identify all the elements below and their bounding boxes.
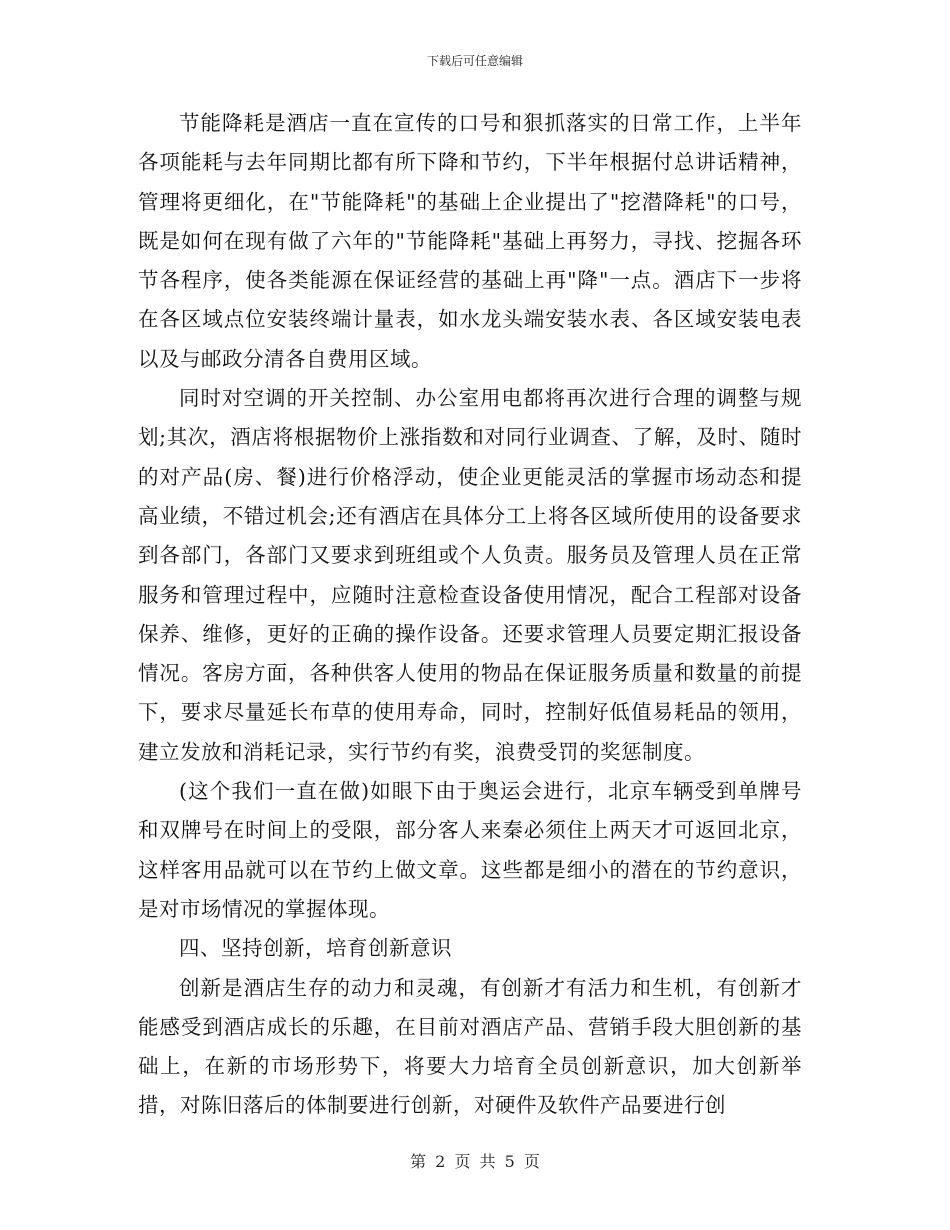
paragraph-innovation: 创新是酒店生存的动力和灵魂，有创新才有活力和生机，有创新才能感受到酒店成长的乐趣，在目前对酒店产品、营销手段大胆创新的基础上，在新的市场形势下，将要大力培育全员创新意识，加大创新举措，对陈旧落后的体制要进行创新，对硬件及软件产品要进行创 [138,975,802,1118]
paragraph-equipment-management: 同时对空调的开关控制、办公室用电都将再次进行合理的调整与规划;其次，酒店将根据物价上涨指数和对同行业调查、了解，及时、随时的对产品(房、餐)进行价格浮动，使企业更能灵活的掌握市场动态和提高业绩，不错过机会;还有酒店在具体分工上将各区域所使用的设备要求到各部门，各部门又要求到班组或个人负责。服务员及管理人员在正常服务和管理过程中，应随时注意检查设备使用情况，配合工程部对设备保养、维修，更好的正确的操作设备。还要求管理人员要定期汇报设备情况。客房方面，各种供客人使用的物品在保证服务质量和数量的前提下，要求尽量延长布草的使用寿命，同时，控制好低值易耗品的领用，建立发放和消耗记录，实行节约有奖，浪费受罚的奖惩制度。 [138,386,802,764]
paragraph-energy-saving: 节能降耗是酒店一直在宣传的口号和狠抓落实的日常工作，上半年各项能耗与去年同期比都有所下降和节约，下半年根据付总讲话精神，管理将更细化，在"节能降耗"的基础上企业提出了"挖潜降耗"的口号，既是如何在现有做了六年的"节能降耗"基础上再努力，寻找、挖掘各环节各程序，使各类能源在保证经营的基础上再"降"一点。酒店下一步将在各区域点位安装终端计量表，如水龙头端安装水表、各区域安装电表以及与邮政分清各自费用区域。 [138,111,802,371]
document-body [138,104,802,1126]
page-header: 下载后可任意编辑 [426,54,523,68]
page-number-footer: 第 2 页 共 5 页 [410,1152,540,1171]
paragraph-olympics-note: (这个我们一直在做)如眼下由于奥运会进行，北京车辆受到单牌号和双牌号在时间上的受限，部分客人来秦必须住上两天才可返回北京，这样客用品就可以在节约上做文章。这些都是细小的潜在的节约意识，是对市场情况的掌握体现。 [138,779,802,921]
section-heading-innovation: 四、坚持创新，培育创新意识 [179,936,452,961]
